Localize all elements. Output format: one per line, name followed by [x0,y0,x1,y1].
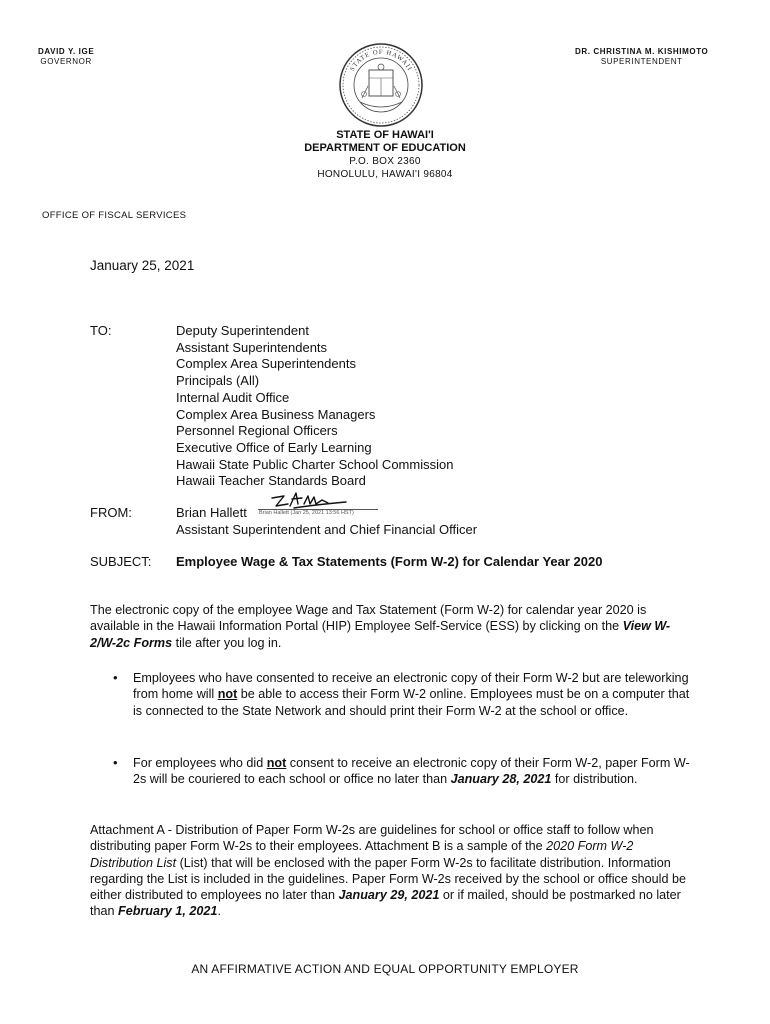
governor-title: GOVERNOR [40,57,92,66]
recipient-item: Hawaii State Public Charter School Commission [176,456,454,472]
department-block [0,129,770,181]
sender-name: Brian Hallett [176,505,247,520]
svg-text:STATE OF HAWAII: STATE OF HAWAII [348,48,414,73]
recipient-list [176,323,453,490]
recipient-item: Complex Area Superintendents [176,356,356,372]
bullet-icon: • [113,755,118,770]
recipient-item: Executive Office of Early Learning [176,439,372,455]
recipient-item: Deputy Superintendent [176,323,309,338]
superintendent-block [575,47,708,67]
recipient-item: Assistant Superintendents [176,339,328,355]
subject-text: Employee Wage & Tax Statements (Form W-2) for Calendar Year 2020 [176,554,603,569]
memo-date: January 25, 2021 [90,258,195,273]
governor-block [38,47,94,67]
from-label: FROM: [90,505,132,520]
department-name: DEPARTMENT OF EDUCATION [304,142,466,154]
state-seal-icon [338,42,424,128]
superintendent-title: SUPERINTENDENT [600,57,683,66]
office-name: OFFICE OF FISCAL SERVICES [42,210,187,221]
subject-label: SUBJECT: [90,554,152,569]
signature-caption: Brian Hallett (Jan 25, 2021 13:56 HST) [259,510,354,516]
governor-name: DAVID Y. IGE [38,47,95,56]
sender-title: Assistant Superintendent and Chief Financial Officer [176,522,478,537]
body-paragraph-1: The electronic copy of the employee Wage and Tax Statement (Form W-2) for calendar year 2020 is available in the Hawaii Information Portal (HIP) Employee Self-Service (ESS) by clicking on the View W-2/W-2c Forms tile after you log in. [90,603,671,650]
recipient-item: Hawaii Teacher Standards Board [176,473,366,489]
footer-statement: AN AFFIRMATIVE ACTION AND EQUAL OPPORTUNITY EMPLOYER [191,962,579,976]
po-box: P.O. BOX 2360 [349,156,421,167]
recipient-item: Personnel Regional Officers [176,423,338,439]
city-address: HONOLULU, HAWAI'I 96804 [317,169,453,180]
to-label: TO: [90,323,112,338]
bullet-icon: • [113,670,118,685]
bullet-item-1: Employees who have consented to receive an electronic copy of their Form W-2 but are teleworking from home will not be able to access their Form W-2 online. Employees must be on a computer that is connected to the State Network and should print their Form W-2 at the school or office. [133,671,690,718]
recipient-item: Complex Area Business Managers [176,406,376,422]
state-name: STATE OF HAWAI'I [336,129,434,141]
body-paragraph-2: Attachment A - Distribution of Paper Form W-2s are guidelines for school or office staff to follow when distributing paper Form W-2s to their employees. Attachment B is a sample of the 2020 Form W-2 Distribution List (List) that will be enclosed with the paper Form W-2s to facilitate distribution. Information regarding the List is included in the guidelines. Paper Form W-2s received by the school or office should be either distributed to employees no later than January 29, 2021 or if mailed, should be postmarked no later than February 1, 2021. [90,823,686,919]
superintendent-name: DR. CHRISTINA M. KISHIMOTO [575,47,709,56]
recipient-item: Internal Audit Office [176,389,290,405]
recipient-item: Principals (All) [176,373,260,389]
bullet-item-2: For employees who did not consent to receive an electronic copy of their Form W-2, paper Form W-2s will be couriered to each school or office no later than January 28, 2021 for distribution. [133,756,690,787]
